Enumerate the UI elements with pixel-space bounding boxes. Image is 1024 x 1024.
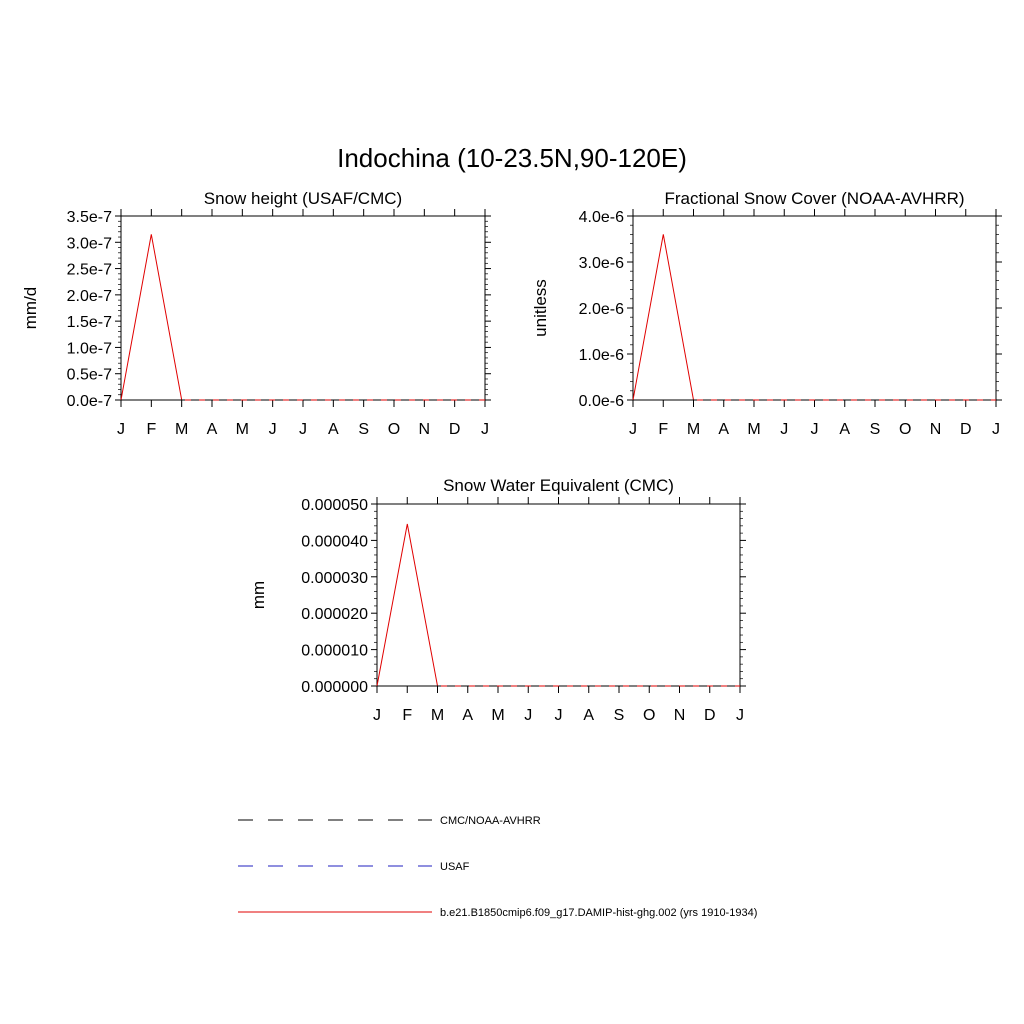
plot-frame [633,216,996,400]
y-tick-label: 0.000000 [301,679,368,696]
y-axis-label: mm/d [21,286,40,330]
y-axis-label: unitless [531,279,550,337]
series-line-model [377,524,740,686]
legend-label: USAF [440,861,470,873]
x-tick-label: A [718,421,730,438]
x-tick-label: J [373,707,381,724]
x-tick-label: D [448,421,461,438]
y-tick-label: 0.5e-7 [66,366,112,384]
y-tick-label: 0.000030 [301,569,368,587]
legend-label: b.e21.B1850cmip6.f09_g17.DAMIP-hist-ghg.002 (yrs 1910-1934) [440,907,758,919]
x-tick-label: S [358,421,370,438]
x-tick-label: M [175,421,189,438]
series-line-model [121,234,485,400]
y-tick-label: 3.0e-6 [578,255,624,272]
x-tick-label: M [747,421,761,438]
x-tick-label: J [810,421,819,438]
panel-snow-height [21,189,491,438]
x-tick-label: D [703,707,716,724]
x-tick-label: J [299,421,307,438]
page-title: Indochina (10-23.5N,90-120E) [337,143,687,173]
panel-fractional-snow-cover [531,189,1002,438]
y-tick-label: 4.0e-6 [578,209,624,226]
x-tick-label: O [899,421,912,438]
y-tick-label: 1.5e-7 [66,314,112,332]
x-tick-label: J [992,421,1000,438]
x-tick-label: S [613,707,625,724]
x-tick-label: N [929,421,942,438]
y-tick-label: 3.0e-7 [66,235,112,253]
x-tick-label: A [327,421,339,438]
x-tick-label: S [869,421,881,438]
x-tick-label: J [780,421,789,438]
y-tick-label: 0.000010 [301,642,368,660]
x-tick-label: J [268,421,277,438]
plot-frame [121,216,485,400]
x-tick-label: J [554,707,563,724]
x-tick-label: O [387,421,401,438]
x-tick-label: M [235,421,249,438]
x-tick-label: A [583,707,595,724]
x-tick-label: M [430,707,445,724]
x-tick-label: O [643,707,656,724]
series-line-model [633,234,996,400]
x-tick-label: J [117,421,125,438]
panel-title: Snow Water Equivalent (CMC) [443,476,674,495]
x-tick-label: A [462,707,474,724]
plot-frame [377,504,740,686]
x-tick-label: J [736,707,744,724]
x-tick-label: F [658,421,669,438]
y-tick-label: 0.000040 [301,533,368,551]
y-tick-label: 2.0e-7 [66,287,112,305]
y-tick-label: 0.000020 [301,606,368,624]
x-tick-label: A [839,421,851,438]
x-tick-label: J [524,707,533,724]
x-tick-label: F [402,707,413,724]
x-tick-label: J [629,421,637,438]
y-tick-label: 1.0e-6 [578,347,624,364]
y-tick-label: 0.0e-7 [66,393,112,410]
y-tick-label: 0.0e-6 [578,393,624,410]
x-tick-label: M [686,421,701,438]
panel-title: Snow height (USAF/CMC) [203,189,403,208]
y-tick-label: 2.5e-7 [66,261,112,279]
panel-snow-water-equivalent [249,476,746,724]
y-tick-label: 1.0e-7 [66,340,112,358]
x-tick-label: F [146,421,157,438]
legend-label: CMC/NOAA-AVHRR [440,815,541,827]
x-tick-label: J [481,421,489,438]
x-tick-label: M [491,707,505,724]
legend [238,815,757,919]
y-tick-label: 3.5e-7 [66,209,112,226]
y-tick-label: 2.0e-6 [578,301,624,318]
x-tick-label: A [206,421,218,438]
x-tick-label: D [959,421,972,438]
x-tick-label: N [673,707,686,724]
x-tick-label: N [418,421,431,438]
y-axis-label: mm [249,580,268,610]
panel-title: Fractional Snow Cover (NOAA-AVHRR) [664,189,965,208]
y-tick-label: 0.000050 [301,497,368,514]
